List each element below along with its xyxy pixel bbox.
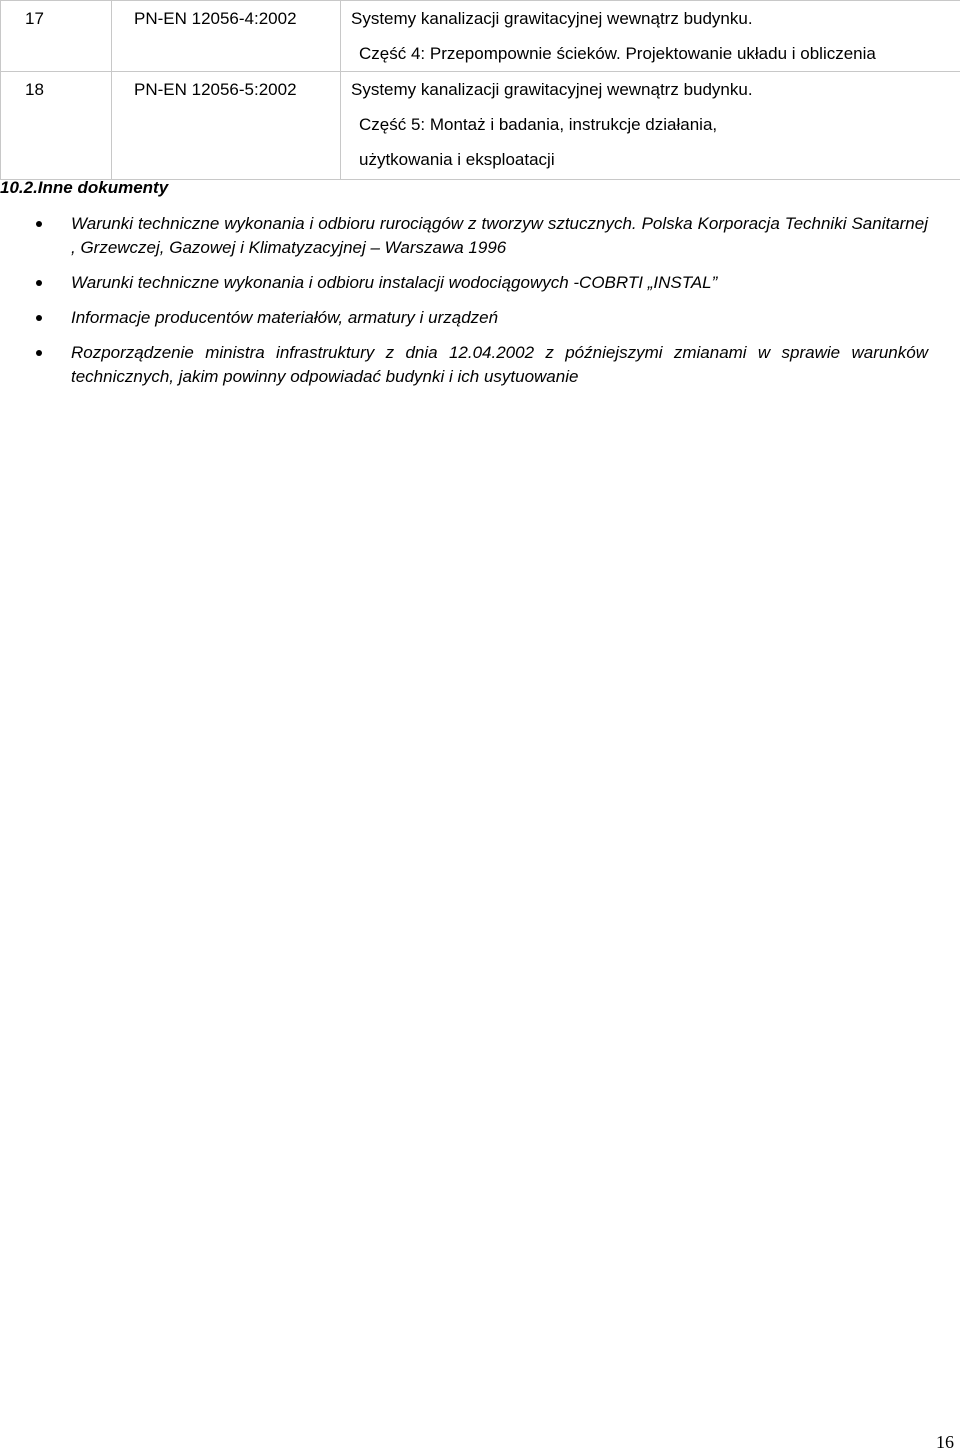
standard-title-cell (341, 72, 960, 180)
table-row (1, 1, 960, 72)
standard-code: PN-EN 12056-4:2002 (134, 1, 340, 36)
list-item (0, 271, 928, 295)
row-number: 17 (25, 1, 111, 36)
standard-code-cell (112, 72, 341, 180)
standard-code: PN-EN 12056-5:2002 (134, 72, 340, 107)
standard-title-line: użytkowania i eksploatacji (351, 142, 960, 179)
standard-title-line: Część 5: Montaż i badania, instrukcje działania, (351, 107, 960, 142)
list-item (0, 306, 928, 330)
document-text: Informacje producentów materiałów, armatury i urządzeń (71, 308, 498, 327)
bullet-icon (36, 221, 42, 227)
bullet-icon (36, 280, 42, 286)
standard-title-line: Część 4: Przepompownie ścieków. Projektowanie układu i obliczenia (351, 36, 960, 71)
section-heading: 10.2.Inne dokumenty (0, 176, 168, 200)
documents-list (0, 212, 960, 400)
table-row (1, 72, 960, 180)
standard-title-cell (341, 1, 960, 72)
document-text: Warunki techniczne wykonania i odbioru rurociągów z tworzyw sztucznych. Polska Korporacja Techniki Sanitarnej , Grzewczej, Gazowej i Klimatyzacyjnej – Warszawa 1996 (71, 214, 928, 257)
row-number-cell (1, 1, 112, 72)
standard-code-cell (112, 1, 341, 72)
list-item (0, 341, 928, 389)
bullet-icon (36, 350, 42, 356)
document-text: Rozporządzenie ministra infrastruktury z dnia 12.04.2002 z późniejszymi zmianami w sprawie warunków technicznych, jakim powinny odpowiadać budynki i ich usytuowanie (71, 343, 928, 386)
list-item (0, 212, 928, 260)
page-number: 16 (936, 1432, 954, 1452)
standard-title-line: Systemy kanalizacji grawitacyjnej wewnątrz budynku. (351, 72, 960, 107)
bullet-icon (36, 315, 42, 321)
row-number: 18 (25, 72, 111, 107)
row-number-cell (1, 72, 112, 180)
standard-title-line: Systemy kanalizacji grawitacyjnej wewnątrz budynku. (351, 1, 960, 36)
standards-table (0, 0, 960, 180)
document-text: Warunki techniczne wykonania i odbioru instalacji wodociągowych -COBRTI „INSTAL” (71, 273, 717, 292)
